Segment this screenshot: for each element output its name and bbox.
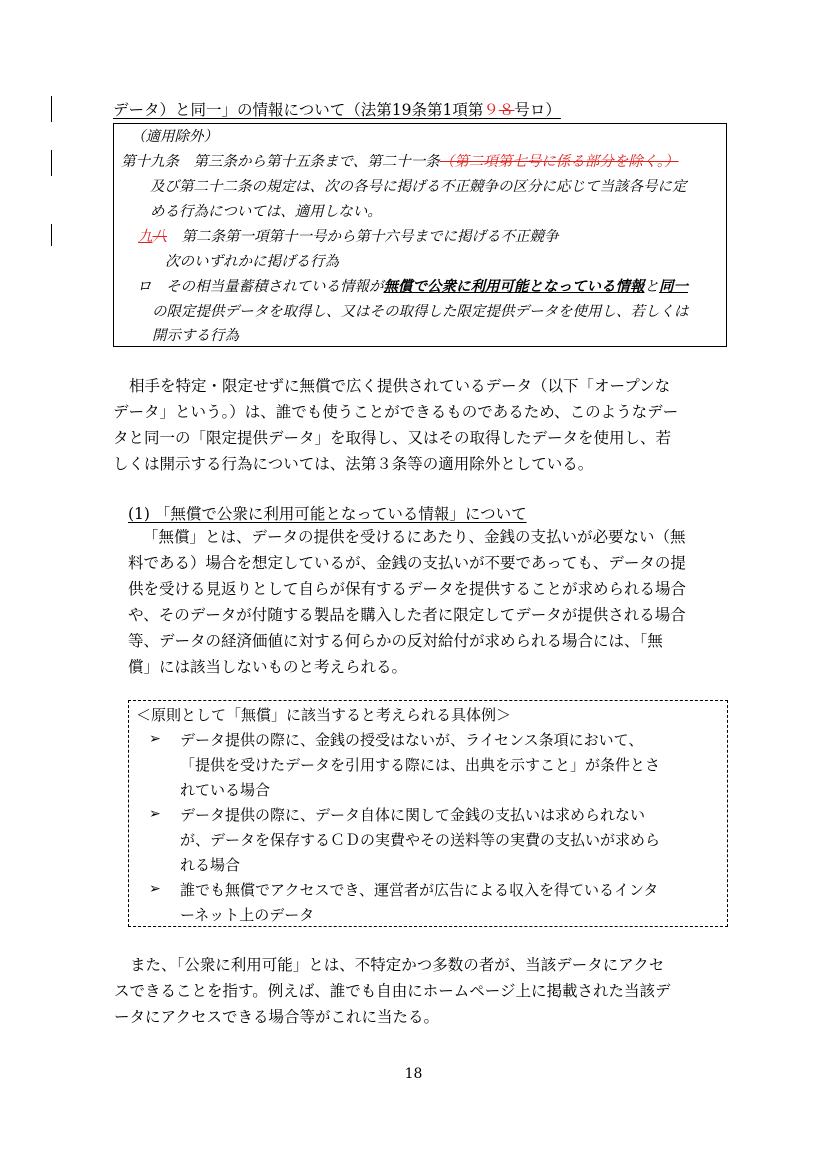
bullet-arrow-icon: ➢ [149, 731, 161, 747]
emphasized-term: 無償で公衆に利用可能となっている情報 [383, 278, 645, 295]
body-text-line: しくは開示する行為については、法第３条等の適用除外としている。 [113, 455, 594, 473]
statute-line: める行為については、適用しない。 [150, 204, 382, 220]
body-text-line: 「無償」とは、データの提供を受けるにあたり、金銭の支払いが必要ない（無 [143, 528, 686, 546]
body-text-line: 相手を特定・限定せずに無償で広く提供されているデータ（以下「オープンな [129, 377, 671, 395]
statute-line: 次のいずれかに掲げる行為 [165, 254, 339, 270]
list-item: れる場合 [180, 856, 241, 874]
body-text-line: 料である）場合を想定しているが、金銭の支払いが不要であっても、データの提 [128, 554, 686, 572]
list-item: データ提供の際に、データ自体に関して金銭の支払いは求められない [180, 806, 646, 824]
bullet-arrow-icon: ➢ [149, 806, 161, 822]
body-text-line: ータにアクセスできる場合等がこれに当たる。 [114, 1008, 440, 1026]
list-item: 「提供を受けたデータを引用する際には、出典を示すこと」が条件とさ [180, 756, 661, 774]
body-text-line: データ」という。）は、誰でも使うことができるものであるため、このようなデー [113, 403, 679, 421]
change-bar [51, 96, 52, 122]
body-text-line: や、そのデータが付随する製品を購入した者に限定してデータが提供される場合 [128, 606, 686, 624]
change-bar [51, 150, 52, 176]
statute-line: 第十九条 第三条から第十五条まで、第二十一条（第二項第七号に係る部分を除く。） [121, 154, 679, 170]
subheading: (1) 「無償で公衆に利用可能となっている情報」について [128, 505, 527, 523]
body-text-line: 償」には該当しないものと考えられる。 [128, 658, 408, 676]
section-heading: データ）と同一」の情報について（法第19条第1項第９８号ロ） [113, 101, 561, 119]
emphasized-term: 同一 [659, 278, 688, 295]
body-text-line: また、「公衆に利用可能」とは、不特定かつ多数の者が、当該データにアクセ [130, 956, 665, 974]
body-text-line: 供を受ける見返りとして自らが保有するデータを提供することが求められる場合 [128, 580, 687, 598]
body-text-line: 等、データの経済価値に対する何らかの反対給付が求められる場合には、「無 [128, 632, 663, 650]
body-text-line: スできることを指す。例えば、誰でも自由にホームページ上に掲載された当該デ [114, 982, 671, 1000]
statute-caption: （適用除外） [131, 129, 218, 145]
bullet-arrow-icon: ➢ [149, 881, 161, 897]
page-number: 18 [404, 1066, 423, 1082]
list-item: が、データを保存するＣＤの実費やその送料等の実費の支払いが求めら [180, 831, 661, 849]
example-box-title: ＜原則として「無償」に該当すると考えられる具体例＞ [136, 706, 512, 724]
statute-line: 及び第二十二条の規定は、次の各号に掲げる不正競争の区分に応じて当該各号に定 [150, 179, 687, 195]
list-item: 誰でも無償でアクセスでき、運営者が広告による収入を得ているインタ [180, 881, 659, 899]
statute-item: 九八 第二条第一項第十一号から第十六号までに掲げる不正競争 [138, 229, 559, 245]
statute-subitem: ロ その相当量蓄積されている情報が無償で公衆に利用可能となっている情報と同一 [137, 278, 688, 295]
statute-line: 開示する行為 [152, 328, 239, 344]
list-item: データ提供の際に、金銭の授受はないが、ライセンス条項において、 [180, 731, 644, 749]
deleted-item-number: 八 [152, 229, 167, 245]
inserted-item-number: 九 [138, 229, 153, 245]
inserted-item-number: ９ [483, 101, 499, 119]
statute-line: の限定提供データを取得し、又はその取得した限定提供データを使用し、若しくは [152, 304, 689, 320]
change-bar [51, 224, 52, 246]
list-item: れている場合 [180, 781, 271, 799]
deleted-text: （第二項第七号に係る部分を除く。） [439, 154, 679, 170]
deleted-item-number: ８ [498, 101, 515, 119]
list-item: ーネット上のデータ [180, 906, 315, 924]
body-text-line: タと同一の「限定提供データ」を取得し、又はその取得したデータを使用し、若 [113, 429, 672, 447]
